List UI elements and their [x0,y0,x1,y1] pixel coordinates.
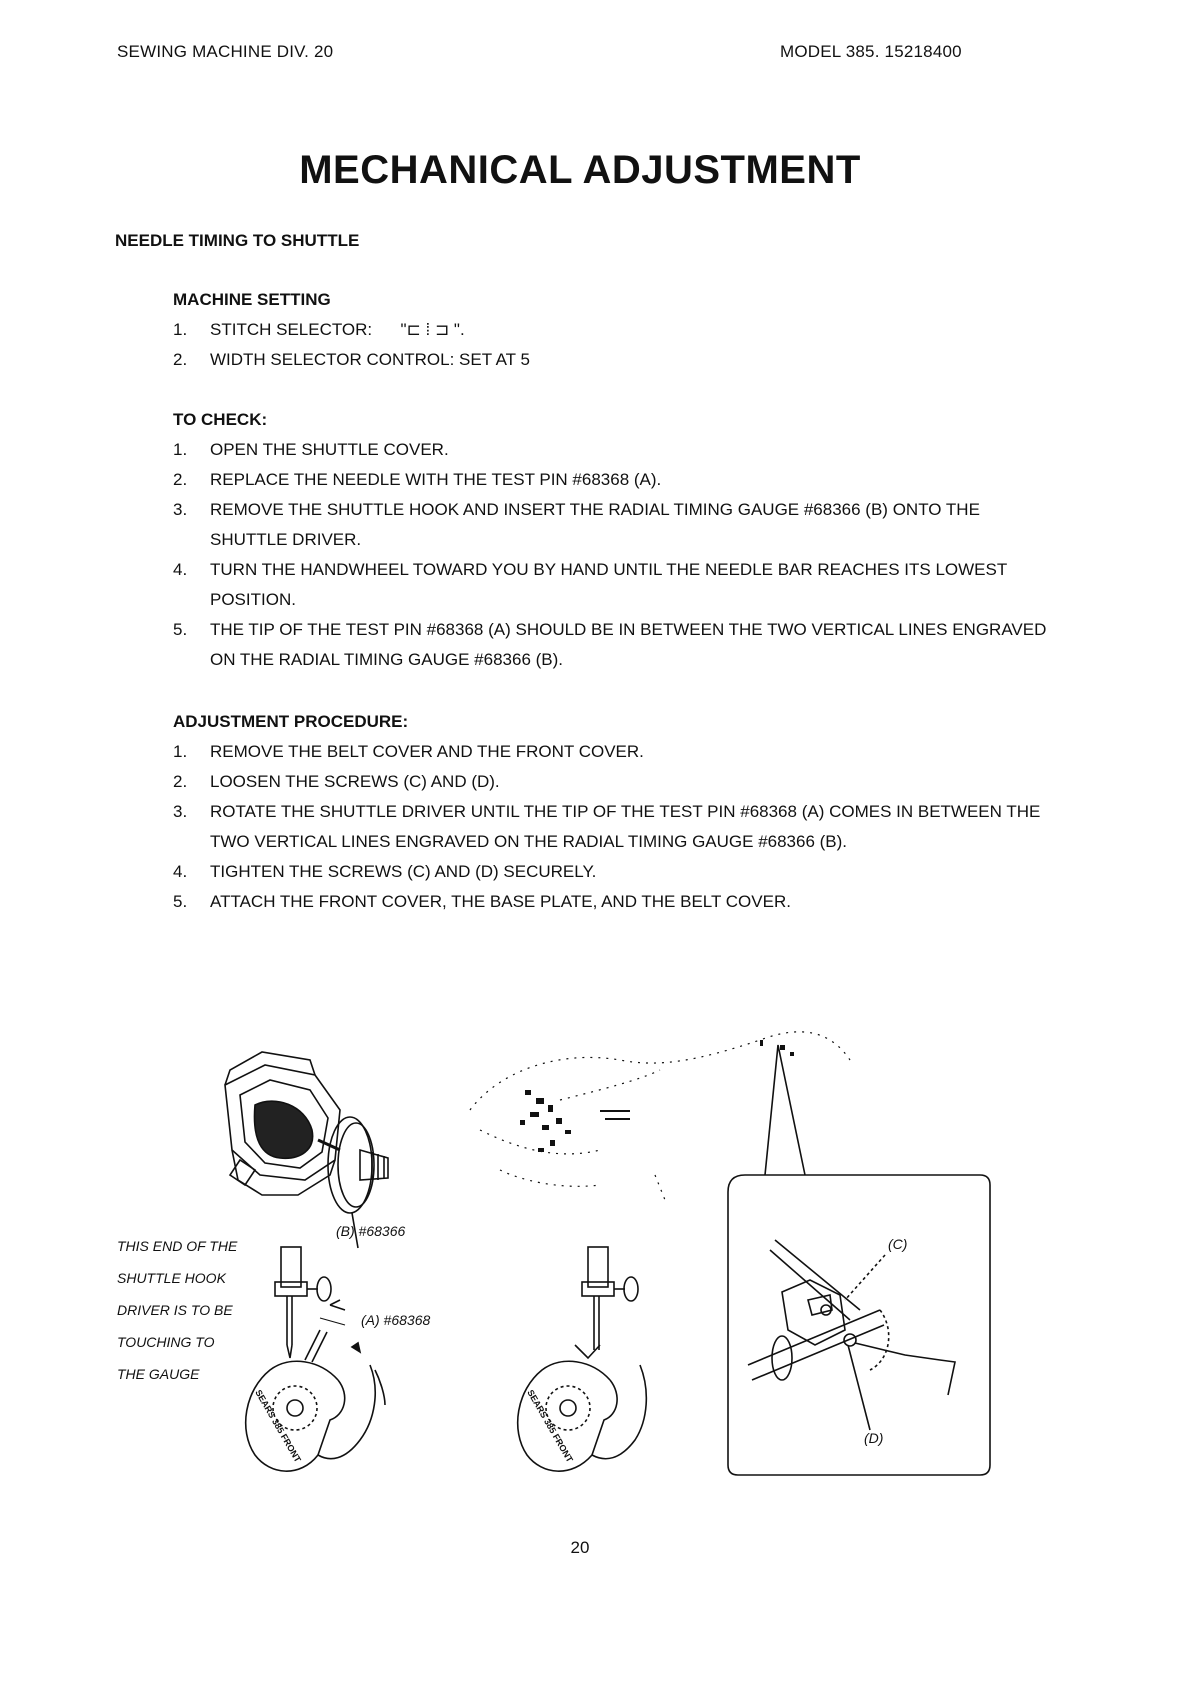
item-text: TURN THE HANDWHEEL TOWARD YOU BY HAND UNTIL THE NEEDLE BAR REACHES ITS LOWEST POSITION. [210,560,1007,609]
gauge-marking-middle: SEARS 385 FRONT [525,1388,575,1465]
gauge-detail-middle [518,1247,647,1471]
header-division: SEWING MACHINE DIV. 20 [117,42,334,61]
machine-outline-texture [520,1040,794,1152]
machine-setting-heading: MACHINE SETTING [173,290,331,309]
to-check-heading: TO CHECK: [173,410,268,429]
gauge-detail-left [246,1247,385,1471]
item-text: ROTATE THE SHUTTLE DRIVER UNTIL THE TIP OF THE TEST PIN #68368 (A) COMES IN BETWEEN THE TWO VERTICAL LINES ENGRAVED ON THE RADIAL TIMING GAUGE #68366 (B). [210,802,1041,851]
label-test-pin-a: (A) #68368 [361,1312,431,1328]
item-number: 2. [173,772,188,791]
item-number: 4. [173,560,188,579]
item-text: ATTACH THE FRONT COVER, THE BASE PLATE, AND THE BELT COVER. [210,892,791,911]
figure-note [117,1230,237,1390]
figure-note-line: TOUCHING TO [117,1334,215,1350]
item-number: 5. [173,620,188,639]
item-number: 1. [173,320,188,339]
item-text: TIGHTEN THE SCREWS (C) AND (D) SECURELY. [210,862,597,881]
item-number: 5. [173,892,188,911]
item-text: REMOVE THE BELT COVER AND THE FRONT COVER. [210,742,644,761]
item-number: 3. [173,500,188,519]
figure-note-line: THIS END OF THE [117,1238,238,1254]
figure-note-line: SHUTTLE HOOK [117,1270,226,1286]
item-text: REPLACE THE NEEDLE WITH THE TEST PIN #68368 (A). [210,470,662,489]
item-text: LOOSEN THE SCREWS (C) AND (D). [210,772,500,791]
gauge-marking-left: SEARS 385 FRONT [253,1388,303,1465]
header-model: MODEL 385. 15218400 [780,42,962,61]
label-gauge-b: (B) #68366 [336,1223,406,1239]
screw-detail-inset [728,1045,990,1475]
label-screw-c: (C) [888,1236,908,1252]
item-text: THE TIP OF THE TEST PIN #68368 (A) SHOULD BE IN BETWEEN THE TWO VERTICAL LINES ENGRAVED ON THE RADIAL TIMING GAUGE #68366 (B). [210,620,1047,669]
figure-note-line: DRIVER IS TO BE [117,1302,233,1318]
shuttle-driver-drawing [225,1052,340,1195]
page-number: 20 [570,1538,590,1557]
figure-note-line: THE GAUGE [117,1366,200,1382]
item-text: WIDTH SELECTOR CONTROL: SET AT 5 [210,350,530,369]
item-text: OPEN THE SHUTTLE COVER. [210,440,449,459]
page-title: MECHANICAL ADJUSTMENT [299,148,861,192]
item-number: 2. [173,350,188,369]
item-number: 3. [173,802,188,821]
item-number: 4. [173,862,188,881]
item-number: 1. [173,440,188,459]
item-number: 1. [173,742,188,761]
adjustment-heading: ADJUSTMENT PROCEDURE: [173,712,409,731]
item-text: STITCH SELECTOR: "⊏ ⁞ ⊐ ". [210,320,465,339]
section-title: NEEDLE TIMING TO SHUTTLE [115,231,360,250]
item-text: REMOVE THE SHUTTLE HOOK AND INSERT THE RADIAL TIMING GAUGE #68366 (B) ONTO THE SHUTTLE DRIVER. [210,500,980,549]
label-screw-d: (D) [864,1430,884,1446]
item-number: 2. [173,470,188,489]
